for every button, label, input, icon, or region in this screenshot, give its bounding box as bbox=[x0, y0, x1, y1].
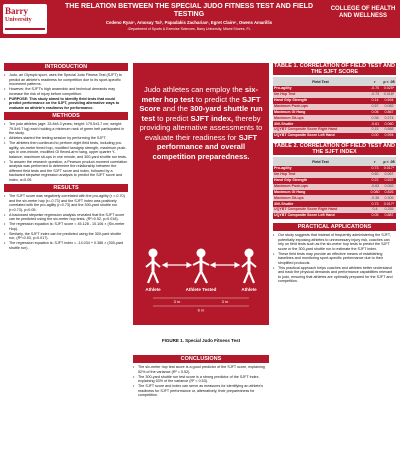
results-bullet: • The regression equation is: SJFT index = -14.034 + 0.386 × (300-yard shuttle run). bbox=[4, 241, 128, 250]
sjft-diagram bbox=[139, 223, 263, 313]
left-column bbox=[4, 63, 128, 251]
poster-header bbox=[0, 0, 400, 38]
introduction-bullet: • Judo, an Olympic sport, uses the Special Judo Fitness Test (SJFT) to predict an athlete's readiness for competition due to its sport-specific movement patterns. bbox=[4, 73, 128, 87]
p-value-cell: 0.994 bbox=[382, 133, 396, 139]
introduction-bullet: • PURPOSE: This study aimed to identify field tests that could predict performance on the SJFT, providing alternative ways to evaluate an athlete's readiness for performance. bbox=[4, 97, 128, 111]
r-value-cell: 0.14 bbox=[368, 98, 382, 104]
table1-body bbox=[273, 86, 396, 139]
field-test-cell: Maximum Push-ups bbox=[273, 184, 368, 190]
conclusions-list bbox=[133, 365, 269, 398]
r-value-cell: 0.38 bbox=[368, 115, 382, 121]
table1-col-field: Field Test bbox=[273, 77, 368, 86]
athlete-right-label: Athlete bbox=[241, 287, 257, 292]
results-bullet: • The SJFT score was negatively correlated with the pro-agility (r =-0.70) and the six-meter hop (r=-0.73) and the SJFT index was positively correlated with the pro-agility (r=0.73) and the 300-yard shuttle run (r=0.73), p<0.05. bbox=[4, 194, 128, 212]
results-heading: RESULTS bbox=[4, 184, 128, 192]
methods-bullet: • Ten judo athletes (age: 33.8±8.3 years; height: 175.5±3.7 cm; weight: 79.5±9.7 kg) each holding a minimum rank of green belt participated in the study. bbox=[4, 122, 128, 136]
university-logo bbox=[3, 4, 47, 34]
p-value-cell: 0.694 bbox=[382, 98, 396, 104]
poster-authors: Cedeno Ryan¹, Amosay Tal¹, Papadakis Zacharias¹, Egret Claire¹, Owens Amarillis bbox=[105, 20, 273, 25]
r-value-cell: 0.57 bbox=[368, 104, 382, 110]
table1-heading: TABLE 1. CORRELATION OF FIELD TEST AND THE SJFT SCORE bbox=[274, 63, 395, 75]
p-value-cell: 0.052 bbox=[382, 184, 396, 190]
logo-text-bottom: University bbox=[5, 17, 32, 23]
p-value-cell: 0.309 bbox=[382, 195, 396, 201]
p-value-cell: 0.826 bbox=[382, 190, 396, 196]
r-value-cell: 0.4 bbox=[368, 207, 382, 213]
field-test-cell: Maximum Sit-ups bbox=[273, 115, 368, 121]
p-value-cell: 0.017* bbox=[383, 201, 395, 206]
table2-correlation bbox=[273, 157, 396, 219]
conclusions-bullet: • The six-meter hop test score is a good predictor of the SJFT score, explaining 52% of the variance (R² = 0.52). bbox=[133, 365, 269, 374]
key-text-part: to predict the bbox=[193, 94, 242, 104]
methods-heading: METHODS bbox=[4, 112, 128, 120]
field-test-cell: Hand Grip Strength bbox=[273, 98, 368, 104]
field-test-cell: Pro-agility bbox=[273, 166, 368, 172]
table2-header-row bbox=[273, 157, 396, 166]
table2-col-field: Field Test bbox=[273, 157, 368, 166]
key-text-emphasis: 300-yard shuttle run test bbox=[141, 104, 263, 123]
table2-body bbox=[273, 166, 396, 219]
methods-list bbox=[4, 122, 128, 182]
practical-bullet: • This practical approach helps coaches and athletes better understand and track the physical demands and performance capabilities relevant to judo, ensuring that athletes are optimally prepared for the SJFT and competition. bbox=[273, 266, 396, 284]
r-value-cell: 0.73 bbox=[368, 201, 382, 207]
conclusions-bullet: • The SJFT score and index can serve as measures for identifying an athlete's readiness for SJFT performance or, alternatively, their preparedness for competition. bbox=[133, 384, 269, 398]
field-test-cell: 300-Shuttle bbox=[273, 201, 368, 207]
athlete-tested-icon bbox=[193, 249, 209, 283]
poster-title: THE RELATION BETWEEN THE SPECIAL JUDO FITNESS TEST AND FIELD TESTING bbox=[65, 3, 313, 18]
p-value-cell: 0.025* bbox=[383, 86, 395, 91]
r-value-cell: 0.73 bbox=[368, 166, 382, 172]
r-value-cell: 0.15 bbox=[368, 127, 382, 133]
results-bullet: • Similarly, the SJFT index can be predicted using the 300-yard shuttle run, (R²=0.53, p=0.017). bbox=[4, 232, 128, 241]
distance-left-label: 3 m bbox=[173, 299, 181, 304]
r-value-cell: 0.60 bbox=[368, 172, 382, 178]
distance-right-label: 3 m bbox=[221, 299, 229, 304]
table1-header-row bbox=[273, 77, 396, 86]
distance-total-label: 6 m bbox=[197, 307, 205, 313]
athlete-right-icon bbox=[242, 249, 256, 283]
table2-col-r: r bbox=[368, 157, 382, 166]
practical-bullet: • Our study suggests that instead of frequently administering the SJFT, potentially exposing athletes to unnecessary injury risk, coaches can rely on field tests such as the six-meter hop tests to predict the SJFT score or the 300-yard shuttle run to estimate the SJFT index. bbox=[273, 233, 396, 251]
athlete-left-icon bbox=[146, 249, 160, 283]
r-value-cell: -0.73 bbox=[368, 92, 382, 98]
p-value-cell: 0.255 bbox=[382, 207, 396, 213]
conclusions-section bbox=[133, 355, 269, 398]
field-test-cell: 6m Hop Test bbox=[273, 172, 368, 178]
key-text-part: thereby providing alternative assessments to evaluate their readiness for bbox=[139, 113, 263, 142]
table1-row bbox=[273, 133, 396, 139]
field-test-cell: UQYBT Composite Score Left Hand bbox=[273, 213, 368, 219]
p-value-cell: 0.018* bbox=[383, 92, 395, 97]
field-test-cell: UQYBT Composite Score Right Hand bbox=[273, 207, 368, 213]
p-value-cell: 0.688 bbox=[382, 127, 396, 133]
field-test-cell: UQYBT Composite Score Left Hand bbox=[273, 133, 368, 139]
field-test-cell: 6m Hop Test bbox=[273, 92, 368, 98]
poster-affiliation: ¹Department of Sports & Exercise Sciences, Barry University, Miami Shores, FL bbox=[127, 27, 251, 31]
r-value-cell: 0.00 bbox=[368, 133, 382, 139]
p-value-cell: 0.082 bbox=[382, 104, 396, 110]
results-bullet: • A backward stepwise regression analysis revealed that the SJFT score can be predicted using the six-meter hop tests, (R²=0.52, p=0.018). bbox=[4, 213, 128, 222]
left-run-arrow bbox=[163, 263, 191, 267]
key-finding-text bbox=[139, 85, 263, 161]
key-text-emphasis: SJFT index, bbox=[190, 113, 234, 123]
field-test-cell: Maximum GI Hang bbox=[273, 110, 368, 116]
practical-heading: PRACTICAL APPLICATIONS bbox=[273, 223, 396, 231]
athlete-left-label: Athlete bbox=[145, 287, 161, 292]
introduction-heading: INTRODUCTION bbox=[4, 63, 128, 71]
athlete-tested-label: Athlete Tested bbox=[185, 287, 217, 292]
field-test-cell: Maximum Sit-ups bbox=[273, 195, 368, 201]
field-test-cell: Hand Grip Strength bbox=[273, 178, 368, 184]
field-test-cell: 300-Shuttle bbox=[273, 121, 368, 127]
introduction-bullet: • However, the SJFT's high anaerobic and technical demands may increase the risk of injury before competition. bbox=[4, 87, 128, 96]
logo-stripe bbox=[5, 28, 45, 30]
field-test-cell: Maximum GI Hang bbox=[273, 190, 368, 196]
key-text-part: Judo athletes can employ the bbox=[144, 85, 245, 94]
r-value-cell: -0.36 bbox=[368, 195, 382, 201]
methods-bullet: • Athletes started the testing session by performing the SJFT. bbox=[4, 136, 128, 141]
conclusions-heading: CONCLUSIONS bbox=[133, 355, 269, 363]
p-value-cell: 0.274 bbox=[382, 115, 396, 121]
logo-text-top: Barry bbox=[5, 6, 28, 16]
practical-bullet: • These field tests may provide an effective means of establishing baselines and monitoring sport-specific performance due to their simplified protocols. bbox=[273, 252, 396, 266]
key-text-part: and the bbox=[160, 104, 191, 113]
r-value-cell: -0.63 bbox=[368, 184, 382, 190]
r-value-cell: 0.080 bbox=[368, 190, 382, 196]
field-test-cell: UQYBT Composite Score Right Hand bbox=[273, 127, 368, 133]
key-text-emphasis: SJFT performance and overall competition preparedness. bbox=[152, 132, 258, 161]
key-text-emphasis: SJFT Score bbox=[139, 94, 261, 113]
key-text-emphasis: six-meter hop test bbox=[141, 85, 258, 104]
practical-list bbox=[273, 233, 396, 284]
r-value-cell: 0.06 bbox=[368, 110, 382, 116]
r-value-cell: -0.61 bbox=[368, 121, 382, 127]
r-value-cell: 0.22 bbox=[368, 178, 382, 184]
figure-caption: FIGURE 1. Special Judo Fitness Test bbox=[161, 338, 241, 343]
table1-row bbox=[273, 127, 396, 133]
table2-col-p: p < .05 bbox=[382, 157, 396, 166]
right-column bbox=[273, 63, 396, 284]
p-value-cell: 0.887 bbox=[382, 213, 396, 219]
r-value-cell: 0.05 bbox=[368, 213, 382, 219]
right-run-arrow bbox=[211, 263, 239, 267]
methods-bullet: • The athletes then continued to perform eight field tests, including pro-agility, six-meter timed hop, modified handgrip strength, maximum push-ups in one-minute, modified GI flexed-arm hang, upper quarter Y-balance, maximum sit-ups in one minute, and 300-yard shuttle run tests. bbox=[4, 141, 128, 159]
results-bullet: • The regression equation is: SJFT score = 45.128 - 10.106 × (Six-meter Hop). bbox=[4, 222, 128, 231]
p-value-cell: 0.867 bbox=[382, 110, 396, 116]
table1-correlation bbox=[273, 77, 396, 139]
p-value-cell: 0.017* bbox=[383, 166, 395, 171]
p-value-cell: 0.537 bbox=[382, 178, 396, 184]
table2-heading: TABLE 2. CORRELATION OF FIELD TEST AND THE SJFT INDEX bbox=[274, 143, 395, 156]
field-test-cell: Maximum Push-ups bbox=[273, 104, 368, 110]
college-name: COLLEGE OF HEALTH AND WELLNESS bbox=[330, 6, 396, 19]
p-value-cell: 0.067 bbox=[382, 172, 396, 178]
methods-bullet: • To answer the research question, a Pearson product-moment correlation analysis was performed to determine the relationship between the different field tests and the SJFT score and index, followed by a backward stepwise regression analysis to predict the SJFT score and index, α=0.05. bbox=[4, 160, 128, 183]
p-value-cell: 0.060 bbox=[382, 121, 396, 127]
field-test-cell: Pro-agility bbox=[273, 86, 368, 92]
table2-row bbox=[273, 213, 396, 219]
table1-col-r: r bbox=[368, 77, 382, 86]
introduction-list bbox=[4, 73, 128, 110]
table1-col-p: p < .05 bbox=[382, 77, 396, 86]
conclusions-bullet: • The 300-yard shuttle run test score is a strong predictor of the SJFT index, explaining 53% of the variance (R² = 0.53). bbox=[133, 375, 269, 384]
r-value-cell: -0.70 bbox=[368, 86, 382, 92]
key-finding-panel bbox=[133, 63, 269, 325]
key-text-part: to predict bbox=[154, 113, 191, 123]
results-list bbox=[4, 194, 128, 250]
